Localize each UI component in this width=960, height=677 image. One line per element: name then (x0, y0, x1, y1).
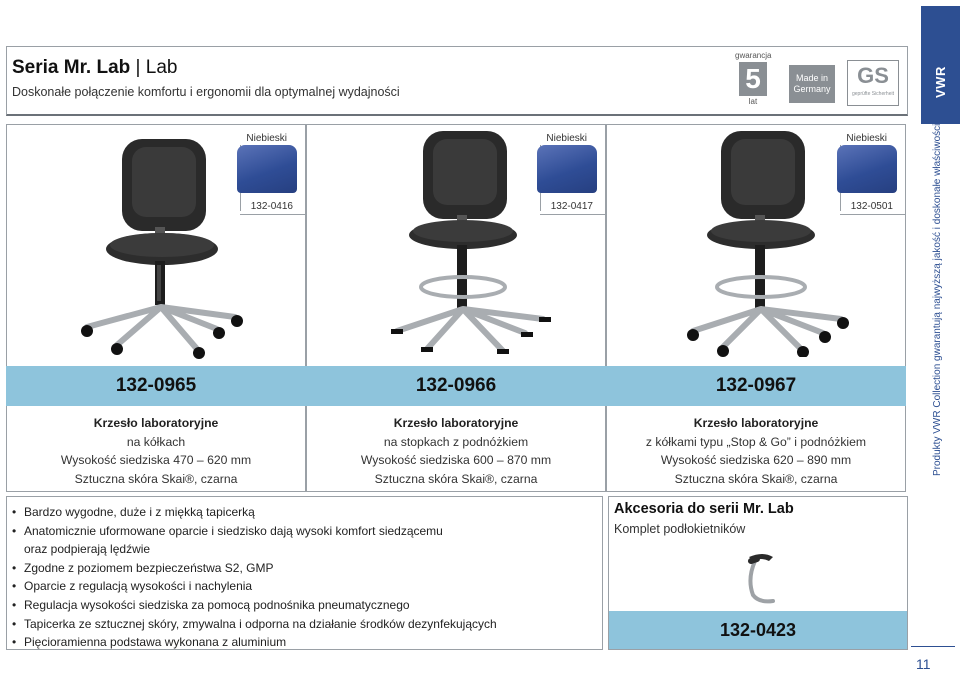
product-variant: na kółkach (126, 434, 186, 449)
warranty-badge (735, 51, 771, 111)
product-card (6, 124, 306, 490)
page-title (12, 57, 177, 79)
product-name: Krzesło laboratoryjne (93, 416, 219, 430)
swatch-divider (540, 214, 606, 215)
gs-mark: GS (857, 63, 889, 88)
product-card (306, 124, 606, 490)
color-option-label: Niebieski (846, 133, 887, 144)
page-subtitle: Doskonałe połączenie komfortu i ergonomii dla optymalnej wydajności (12, 85, 400, 99)
product-code: 132-0967 (606, 366, 906, 406)
product-seat-height: Wysokość siedziska 470 – 620 mm (60, 453, 252, 467)
color-option-code: 132-0417 (550, 201, 593, 212)
title-series: Seria Mr. Lab (12, 57, 131, 78)
product-material: Sztuczna skóra Skai®, czarna (74, 471, 238, 486)
feature-item-continuation: oraz podpierają lędźwie (24, 542, 151, 557)
warranty-number: 5 (739, 62, 767, 96)
product-image-area (306, 124, 606, 366)
feature-item: • Bardzo wygodne, duże i z miękką tapicerką (7, 503, 602, 522)
product-code: 132-0966 (306, 366, 606, 406)
feature-item: • Regulacja wysokości siedziska za pomocą podnośnika pneumatycznego (7, 596, 602, 615)
accessory-box (608, 496, 908, 650)
product-material: Sztuczna skóra Skai®, czarna (374, 471, 538, 486)
blue-upholstery-swatch (237, 145, 297, 193)
features-list-box (6, 496, 603, 650)
feature-item: • Oparcie z regulacją wysokości i nachylenia (7, 577, 602, 596)
product-seat-height: Wysokość siedziska 620 – 890 mm (660, 453, 852, 467)
product-material: Sztuczna skóra Skai®, czarna (674, 471, 838, 486)
blue-upholstery-swatch (837, 145, 897, 193)
product-seat-height: Wysokość siedziska 600 – 870 mm (360, 453, 552, 467)
product-code: 132-0965 (6, 366, 306, 406)
product-name: Krzesło laboratoryjne (393, 416, 519, 430)
product-image-area (606, 124, 906, 366)
product-variant: na stopkach z podnóżkiem (383, 434, 529, 449)
product-card (606, 124, 906, 490)
page-number: 11 (916, 656, 931, 672)
blue-upholstery-swatch (537, 145, 597, 193)
page-number-divider (911, 646, 955, 647)
feature-item: • Pięcioramienna podstawa wykonana z aluminium (7, 633, 602, 652)
gs-certificate-badge (847, 60, 899, 106)
color-option-code: 132-0501 (850, 201, 893, 212)
product-description (306, 406, 606, 492)
feature-item: • Zgodne z poziomem bezpieczeństwa S2, GMP (7, 559, 602, 578)
gs-text: geprüfte Sicherheit (852, 91, 894, 97)
feature-item: • Tapicerka ze sztucznej skóry, zmywalna i odporna na działanie środków dezynfekujących (7, 615, 602, 634)
side-claim-text: Produkty VWR Collection gwarantują najwyższą jakość i doskonałe właściwości (932, 123, 943, 476)
swatch-divider (840, 214, 906, 215)
swatch-divider (240, 214, 306, 215)
color-option-label: Niebieski (546, 133, 587, 144)
warranty-bottom-label: lat (748, 97, 758, 106)
product-image-area (6, 124, 306, 366)
brand-bar (921, 6, 960, 124)
product-description (606, 406, 906, 492)
product-description (6, 406, 306, 492)
vwr-logo (921, 6, 960, 124)
warranty-top-label: gwarancja (735, 51, 772, 60)
accessory-title: Akcesoria do serii Mr. Lab (614, 501, 794, 517)
product-variant: z kółkami typu „Stop & Go” i podnóżkiem (645, 434, 867, 449)
features-list (7, 503, 602, 652)
vwr-logo-text: VWR (933, 66, 948, 98)
color-option-label: Niebieski (246, 133, 287, 144)
made-in-germany-badge: Made in Germany (789, 65, 835, 103)
accessory-subtitle: Komplet podłokietników (614, 522, 746, 536)
feature-item: • Anatomicznie uformowane oparcie i siedzisko dają wysoki komfort siedzącemu (7, 522, 602, 541)
title-separator: | (130, 57, 146, 78)
page-header (6, 46, 908, 116)
product-name: Krzesło laboratoryjne (693, 416, 819, 430)
title-category: Lab (145, 57, 178, 78)
armrest-image (729, 549, 789, 607)
accessory-code: 132-0423 (609, 611, 907, 649)
color-option-code: 132-0416 (250, 201, 293, 212)
